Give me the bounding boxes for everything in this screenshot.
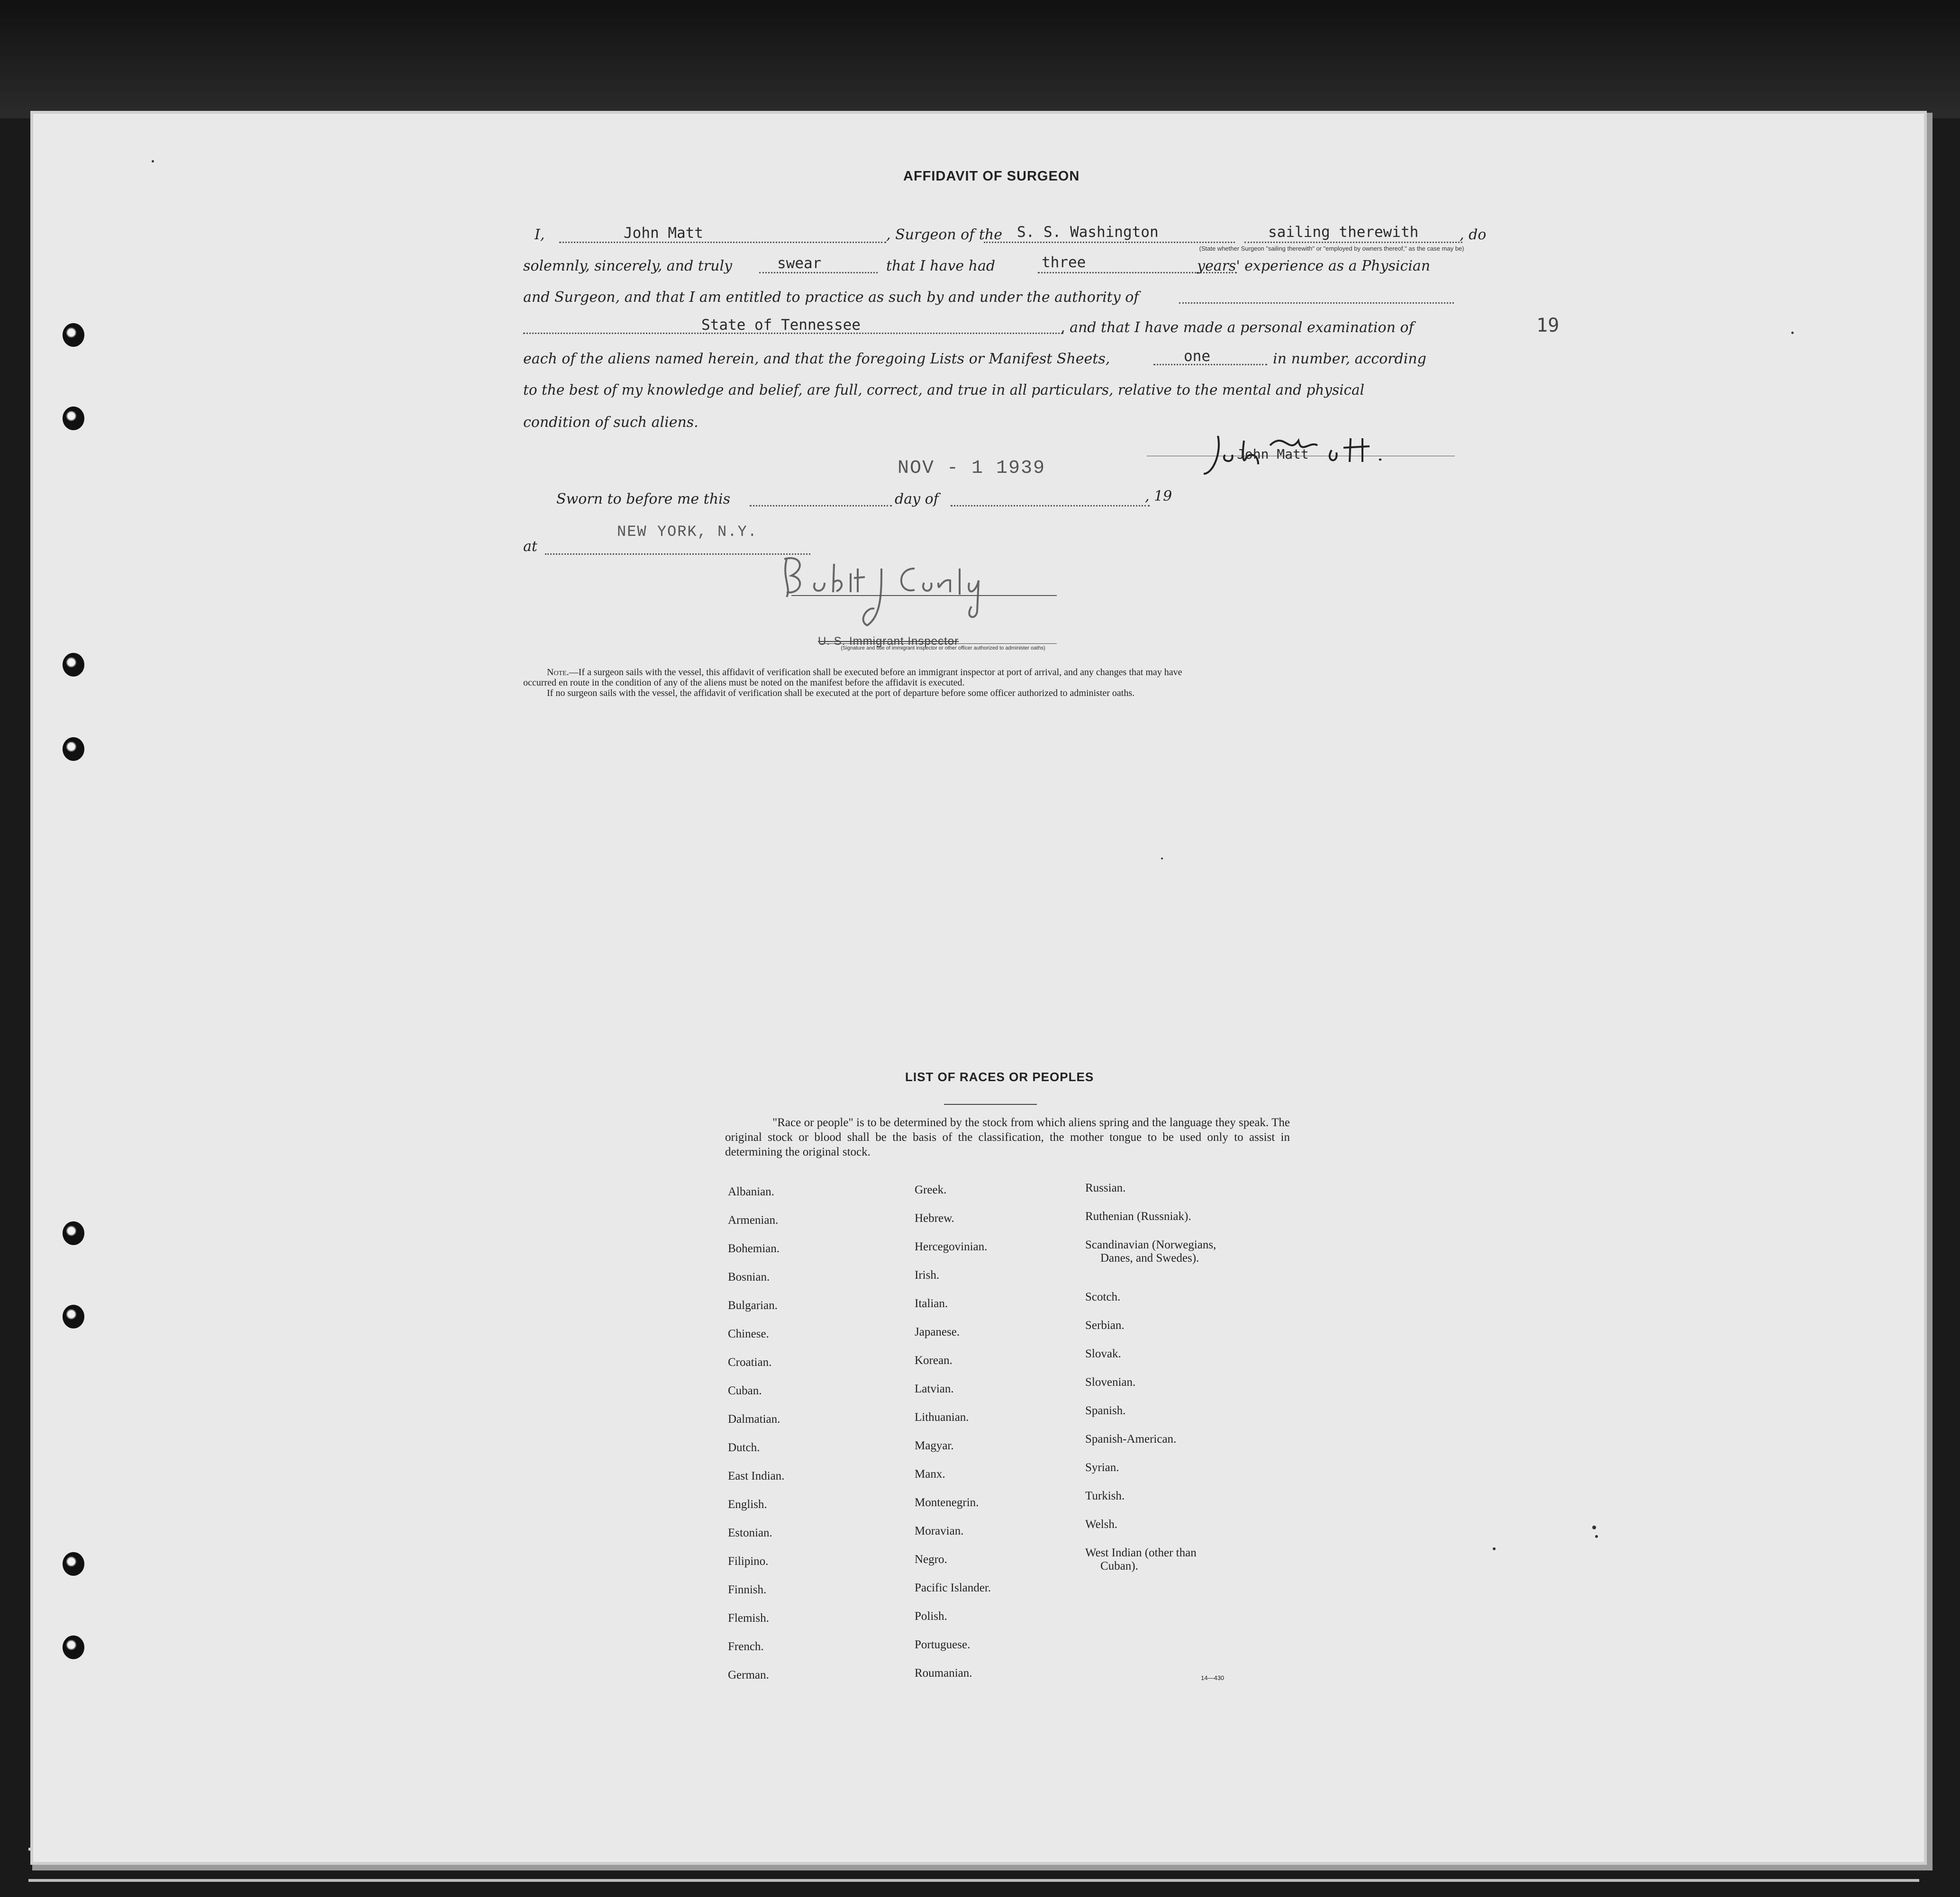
punch-hole: [63, 737, 84, 761]
race-item: Manx.: [915, 1468, 945, 1481]
race-item: Russian.: [1085, 1182, 1126, 1194]
note-line-2: occurred en route in the condition of any of the aliens must be noted on the manifest before the affidavit is executed.: [523, 678, 965, 688]
race-item: Cuban).: [1100, 1560, 1138, 1572]
sworn-day-field: [750, 505, 892, 506]
punch-hole: [63, 653, 84, 677]
race-item: Polish.: [915, 1610, 947, 1623]
sworn-month-field: [951, 505, 1150, 506]
race-item: Dalmatian.: [728, 1413, 780, 1426]
affidavit-title: AFFIDAVIT OF SURGEON: [903, 169, 1080, 184]
text-solemnly: solemnly, sincerely, and truly: [523, 258, 733, 274]
race-item: Slovak.: [1085, 1347, 1121, 1360]
race-item: Dutch.: [728, 1441, 760, 1454]
oath-field: [759, 272, 878, 273]
sheets-field: [1153, 364, 1267, 365]
ship-field: [984, 242, 1235, 243]
scan-speck: [1161, 858, 1163, 859]
punch-hole: [63, 1635, 84, 1659]
race-item: Finnish.: [728, 1583, 767, 1596]
race-item: Bulgarian.: [728, 1299, 778, 1312]
race-item: Bohemian.: [728, 1242, 780, 1255]
race-item: Ruthenian (Russniak).: [1085, 1210, 1191, 1223]
text-best-knowledge: to the best of my knowledge and belief, are full, correct, and true in all particulars, relative to the mental and physical: [523, 382, 1365, 398]
race-item: Korean.: [915, 1354, 953, 1367]
text-do: , do: [1460, 226, 1487, 243]
text-at: at: [523, 538, 537, 555]
note-line-1: —If a surgeon sails with the vessel, this affidavit of verification shall be executed before an immigrant inspector at port of arrival, and any changes that may have: [569, 667, 1182, 678]
race-item: Serbian.: [1085, 1319, 1125, 1332]
race-item: Montenegrin.: [915, 1496, 979, 1509]
form-number: 14—430: [1201, 1674, 1225, 1681]
manifest-page: [33, 114, 1924, 1862]
race-item: Welsh.: [1085, 1518, 1118, 1531]
race-item: Flemish.: [728, 1612, 769, 1625]
text-each-alien: each of the aliens named herein, and that the foregoing Lists or Manifest Sheets,: [523, 351, 1110, 367]
race-item: Armenian.: [728, 1214, 779, 1227]
punch-hole: [63, 1552, 84, 1576]
surgeon-name-field: [559, 242, 886, 243]
race-item: Croatian.: [728, 1356, 772, 1369]
race-item: Danes, and Swedes).: [1100, 1252, 1199, 1265]
race-item: Syrian.: [1085, 1461, 1119, 1474]
text-condition: condition of such aliens.: [523, 414, 699, 431]
race-item: Irish.: [915, 1269, 940, 1282]
scan-speck: [1791, 332, 1794, 334]
punch-hole: [63, 1221, 84, 1245]
race-item: Magyar.: [915, 1439, 954, 1452]
race-item: Slovenian.: [1085, 1376, 1136, 1389]
race-item: Cuban.: [728, 1384, 762, 1397]
date-stamp: NOV - 1 1939: [898, 458, 1046, 479]
inspector-title: U. S. Immigrant Inspector: [818, 635, 959, 648]
place-stamp: NEW YORK, N.Y.: [617, 523, 758, 541]
inspector-caption: (Signature and title of immigrant inspector or other officer authorized to administer oaths): [841, 645, 1045, 651]
punch-hole: [63, 323, 84, 347]
race-item: French.: [728, 1640, 764, 1653]
years-value: three: [1042, 254, 1086, 271]
oath-word: swear: [777, 255, 822, 272]
affidavit-note: [523, 667, 1457, 698]
race-item: Japanese.: [915, 1326, 960, 1338]
races-column-1: [728, 1185, 898, 1697]
race-item: Negro.: [915, 1553, 947, 1566]
race-item: East Indian.: [728, 1470, 785, 1482]
race-item: Greek.: [915, 1183, 947, 1196]
text-in-number: in number, according: [1273, 351, 1426, 367]
races-title-rule: [944, 1104, 1037, 1105]
note-line-3: If no surgeon sails with the vessel, the affidavit of verification shall be executed at the port of departure before some officer authorized to administer oaths.: [547, 688, 1135, 698]
text-surgeon-of: , Surgeon of the: [886, 226, 1002, 243]
race-item: Lithuanian.: [915, 1411, 969, 1424]
place-field: [545, 553, 810, 555]
race-item: Latvian.: [915, 1382, 954, 1395]
race-item: Filipino.: [728, 1555, 769, 1568]
authority-field-1: [1179, 302, 1454, 304]
race-item: West Indian (other than: [1085, 1546, 1197, 1559]
note-label: Note.: [547, 667, 569, 678]
race-item: Hebrew.: [915, 1212, 954, 1225]
text-personal-exam: , and that I have made a personal examination of: [1061, 319, 1414, 336]
race-item: Moravian.: [915, 1525, 964, 1537]
text-i: I,: [535, 226, 545, 243]
race-item: Spanish-American.: [1085, 1433, 1177, 1445]
text-day-of: day of: [895, 491, 939, 507]
race-item: Pacific Islander.: [915, 1581, 991, 1594]
race-item: Bosnian.: [728, 1271, 770, 1283]
race-item: Portuguese.: [915, 1638, 971, 1651]
authority-value: State of Tennessee: [701, 316, 861, 334]
punch-hole: [63, 1305, 84, 1328]
surgeon-typed-name: John Matt: [1237, 446, 1309, 462]
sailing-caption: (State whether Surgeon "sailing therewith" or "employed by owners thereof," as the case may be): [1199, 245, 1464, 252]
scan-speck: [1595, 1535, 1598, 1538]
races-title: LIST OF RACES OR PEOPLES: [905, 1070, 1094, 1084]
inspector-signature-line: [791, 595, 1057, 596]
ship-name: S. S. Washington: [1017, 224, 1159, 241]
text-sworn: Sworn to before me this: [556, 491, 731, 507]
races-column-3: [1085, 1182, 1284, 1599]
scanner-background: [0, 0, 1960, 118]
scan-speck: [152, 160, 154, 163]
text-that-had: that I have had: [886, 258, 996, 274]
sheets-value: one: [1184, 348, 1210, 365]
sailing-status: sailing therewith: [1268, 224, 1419, 241]
inspector-caption-line: [820, 643, 1057, 644]
race-item: Scandinavian (Norwegians,: [1085, 1238, 1216, 1251]
races-column-2: [915, 1183, 1085, 1695]
text-years-exp: years' experience as a Physician: [1197, 258, 1431, 274]
race-item: Chinese.: [728, 1328, 769, 1340]
race-item: Albanian.: [728, 1185, 774, 1198]
race-item: Scotch.: [1085, 1291, 1121, 1303]
surgeon-name: John Matt: [624, 225, 703, 242]
margin-page-number: 19: [1536, 315, 1560, 336]
text-19: , 19: [1145, 488, 1172, 505]
race-item: Estonian.: [728, 1527, 772, 1539]
inspector-signature: [772, 550, 1009, 644]
race-item: Spanish.: [1085, 1404, 1126, 1417]
scan-speck: [1493, 1547, 1496, 1550]
sailing-field: [1244, 242, 1462, 243]
race-item: Hercegovinian.: [915, 1240, 988, 1253]
race-item: Roumanian.: [915, 1667, 972, 1680]
races-intro: "Race or people" is to be determined by the stock from which aliens spring and the language they speak. The original stock or blood shall be the basis of the classification, the mother tongue to be used only to assist in determining the original stock.: [725, 1116, 1290, 1158]
text-and-surgeon: and Surgeon, and that I am entitled to practice as such by and under the authority of: [523, 289, 1139, 306]
punch-hole: [63, 406, 84, 430]
race-item: Italian.: [915, 1297, 948, 1310]
race-item: Turkish.: [1085, 1490, 1125, 1502]
scan-speck: [1592, 1526, 1596, 1529]
race-item: German.: [728, 1669, 769, 1681]
race-item: English.: [728, 1498, 767, 1511]
